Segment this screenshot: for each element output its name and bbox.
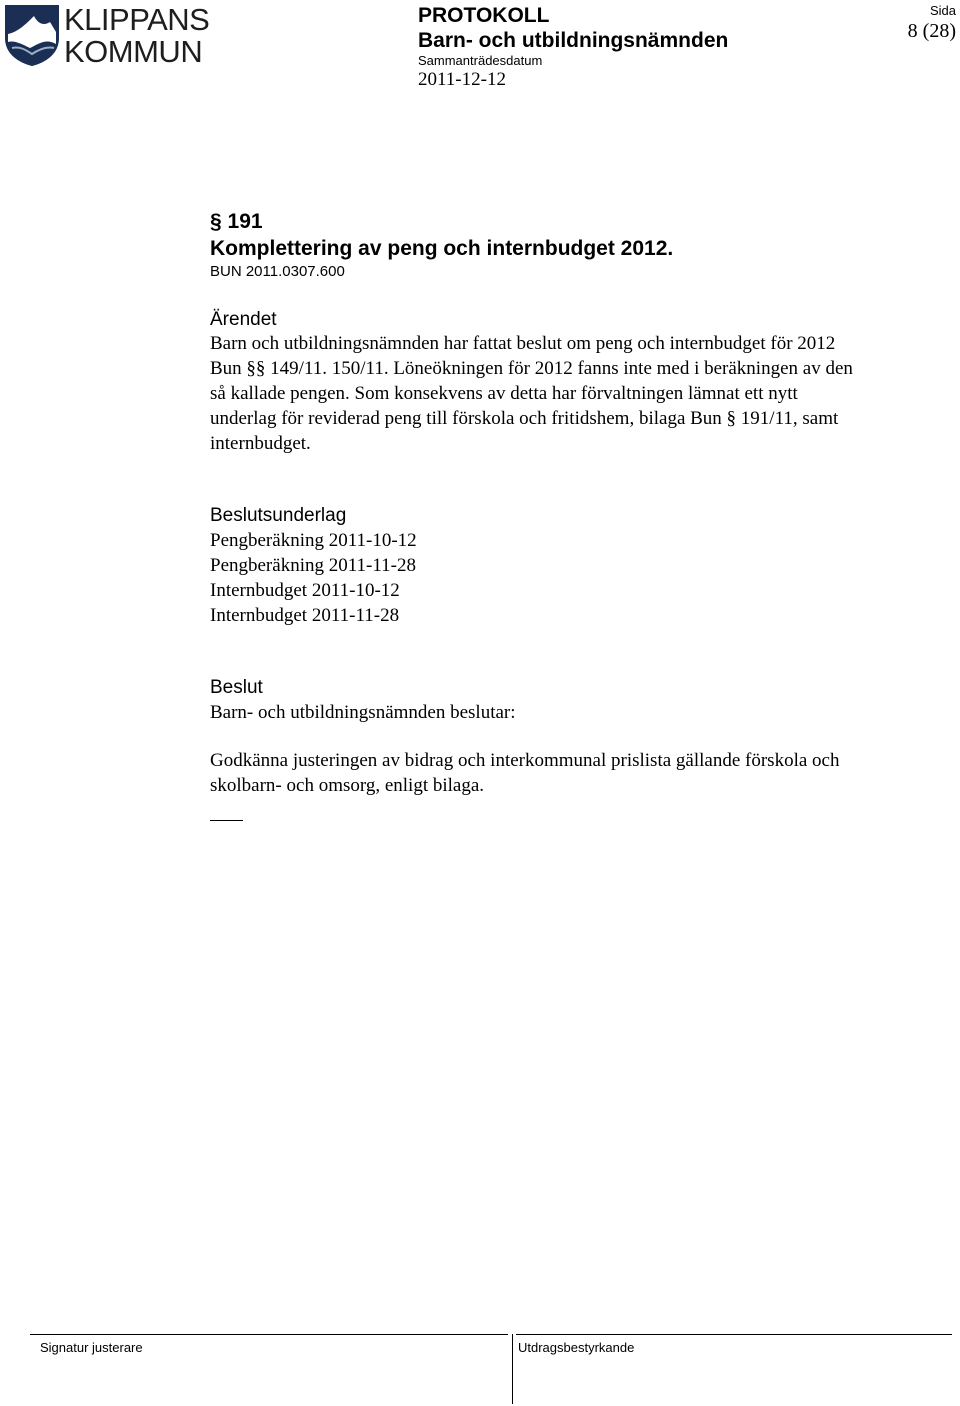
- committee-name: Barn- och utbildningsnämnden: [418, 29, 729, 52]
- protocol-title: PROTOKOLL: [418, 4, 550, 27]
- footer-rule-right: [516, 1334, 952, 1335]
- section-end-rule: [210, 820, 243, 821]
- section-number: § 191: [210, 210, 263, 233]
- arendet-line: internbudget.: [210, 433, 311, 454]
- signature-label: Signatur justerare: [40, 1340, 143, 1355]
- footer-divider: [512, 1334, 513, 1404]
- page-label: Sida: [929, 3, 956, 18]
- logo-word-klippans: KLIPPANS: [64, 2, 210, 37]
- list-item: Pengberäkning 2011-10-12: [210, 530, 417, 551]
- meeting-date: 2011-12-12: [418, 69, 506, 90]
- footer-rule-left: [30, 1334, 508, 1335]
- section-title: Komplettering av peng och internbudget 2012.: [210, 237, 674, 260]
- list-item: Internbudget 2011-10-12: [210, 580, 400, 601]
- meeting-date-label: Sammanträdesdatum: [418, 53, 543, 68]
- logo-word-kommun: KOMMUN: [64, 34, 203, 69]
- reference-number: BUN 2011.0307.600: [210, 263, 345, 280]
- arendet-line: Bun §§ 149/11. 150/11. Löneökningen för 2012 fanns inte med i beräkningen av den: [210, 358, 853, 379]
- arendet-heading: Ärendet: [210, 309, 277, 330]
- klippans-kommun-logo: [4, 4, 219, 68]
- list-item: Internbudget 2011-11-28: [210, 605, 400, 626]
- page-number: 8 (28): [907, 20, 956, 42]
- beslutsunderlag-list: [210, 528, 417, 628]
- beslutsunderlag-heading: Beslutsunderlag: [210, 505, 347, 526]
- beslut-intro: Barn- och utbildningsnämnden beslutar:: [210, 702, 516, 723]
- list-item: Pengberäkning 2011-11-28: [210, 555, 416, 576]
- arendet-line: underlag för reviderad peng till förskola och fritidshem, bilaga Bun § 191/11, samt: [210, 408, 839, 429]
- municipal-shield-icon: [4, 4, 60, 66]
- beslut-line: Godkänna justeringen av bidrag och interkommunal prislista gällande förskola och: [210, 750, 840, 771]
- beslut-paragraph: [210, 748, 839, 798]
- arendet-line: så kallade pengen. Som konsekvens av detta har förvaltningen lämnat ett nytt: [210, 383, 798, 404]
- arendet-paragraph: [210, 331, 853, 456]
- arendet-line: Barn och utbildningsnämnden har fattat beslut om peng och internbudget för 2012: [210, 333, 836, 354]
- extract-certification-label: Utdragsbestyrkande: [518, 1340, 635, 1355]
- beslut-heading: Beslut: [210, 677, 263, 698]
- beslut-line: skolbarn- och omsorg, enligt bilaga.: [210, 775, 485, 796]
